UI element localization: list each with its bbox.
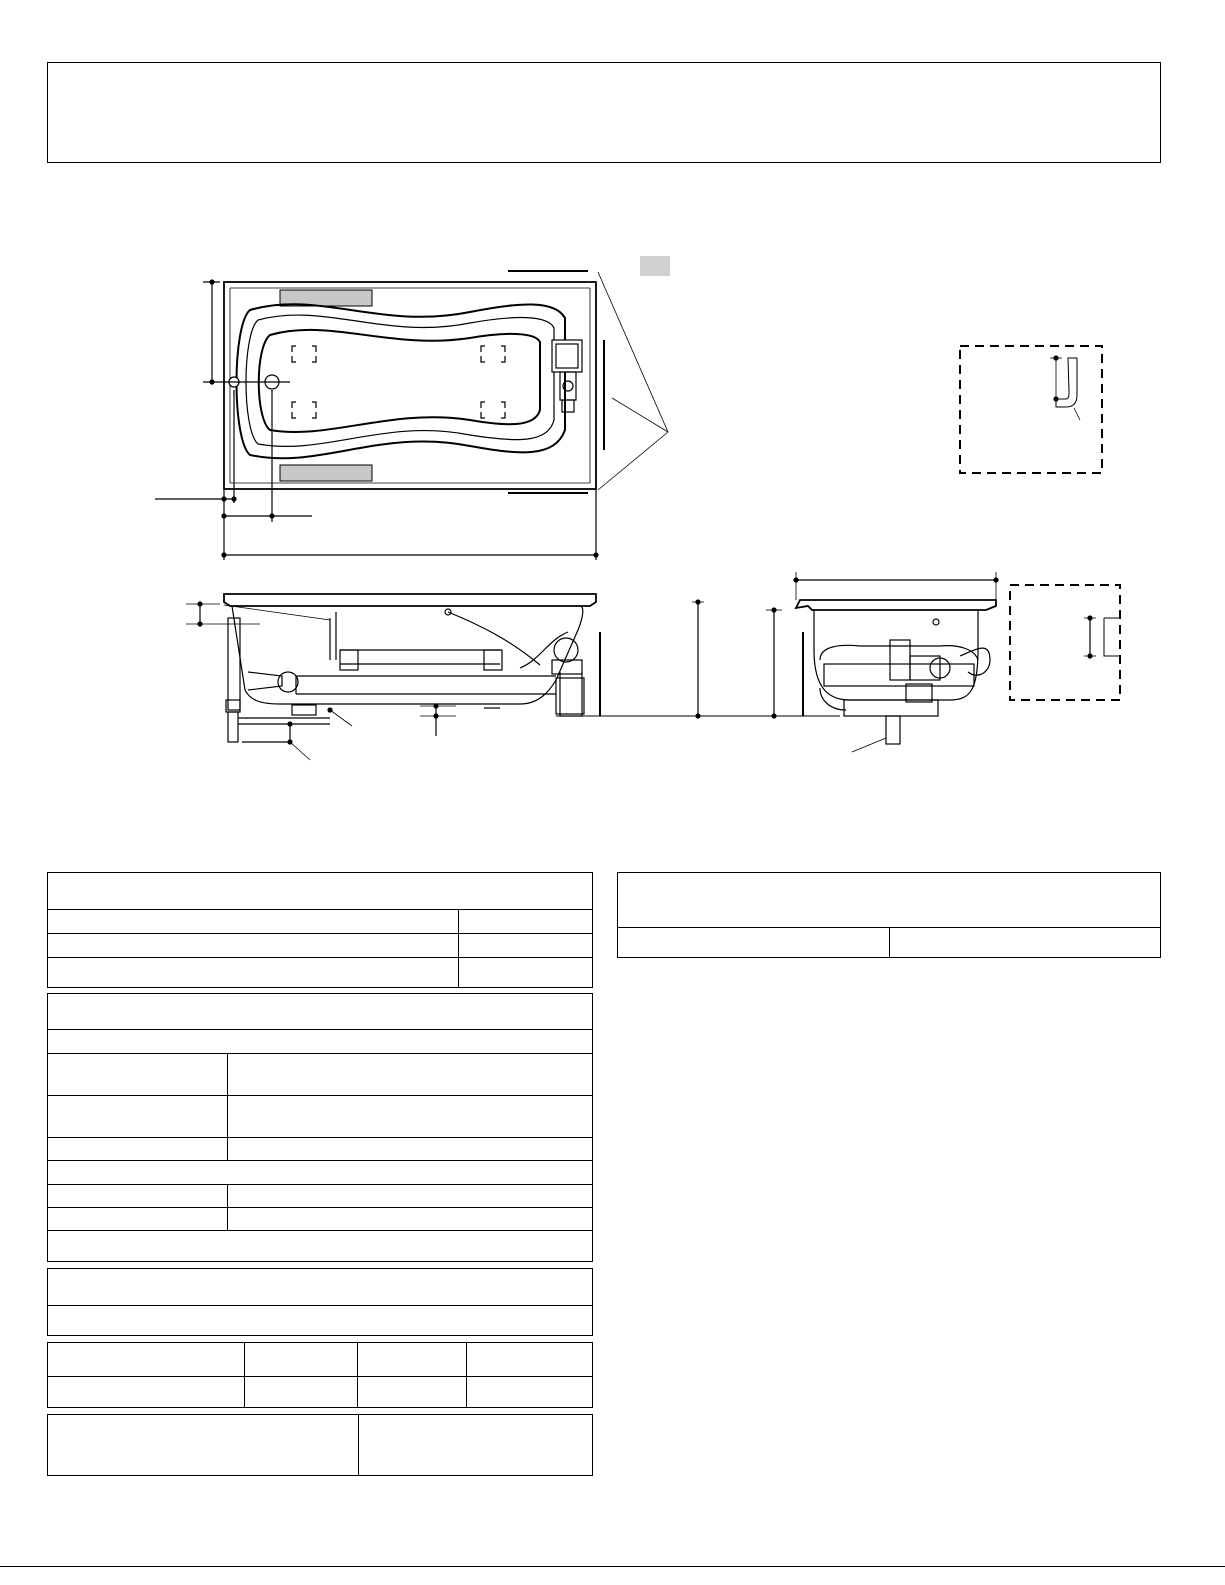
tub-outer-contour (237, 304, 566, 458)
footer-rule (0, 1566, 1225, 1567)
table-left-mid (47, 1268, 593, 1336)
table-left-top (47, 872, 593, 988)
end-elevation (796, 600, 996, 744)
side-elevation (224, 594, 596, 742)
table-left-spec (47, 993, 593, 1262)
plan-pump (552, 340, 582, 412)
jet-marks (292, 346, 505, 418)
table-left-bottom (47, 1414, 593, 1476)
table-right-top (617, 872, 1161, 958)
plan-label-bottom (280, 465, 372, 481)
table-left-grid (47, 1342, 593, 1408)
detail-box-1 (960, 346, 1102, 473)
note-box (640, 256, 670, 276)
